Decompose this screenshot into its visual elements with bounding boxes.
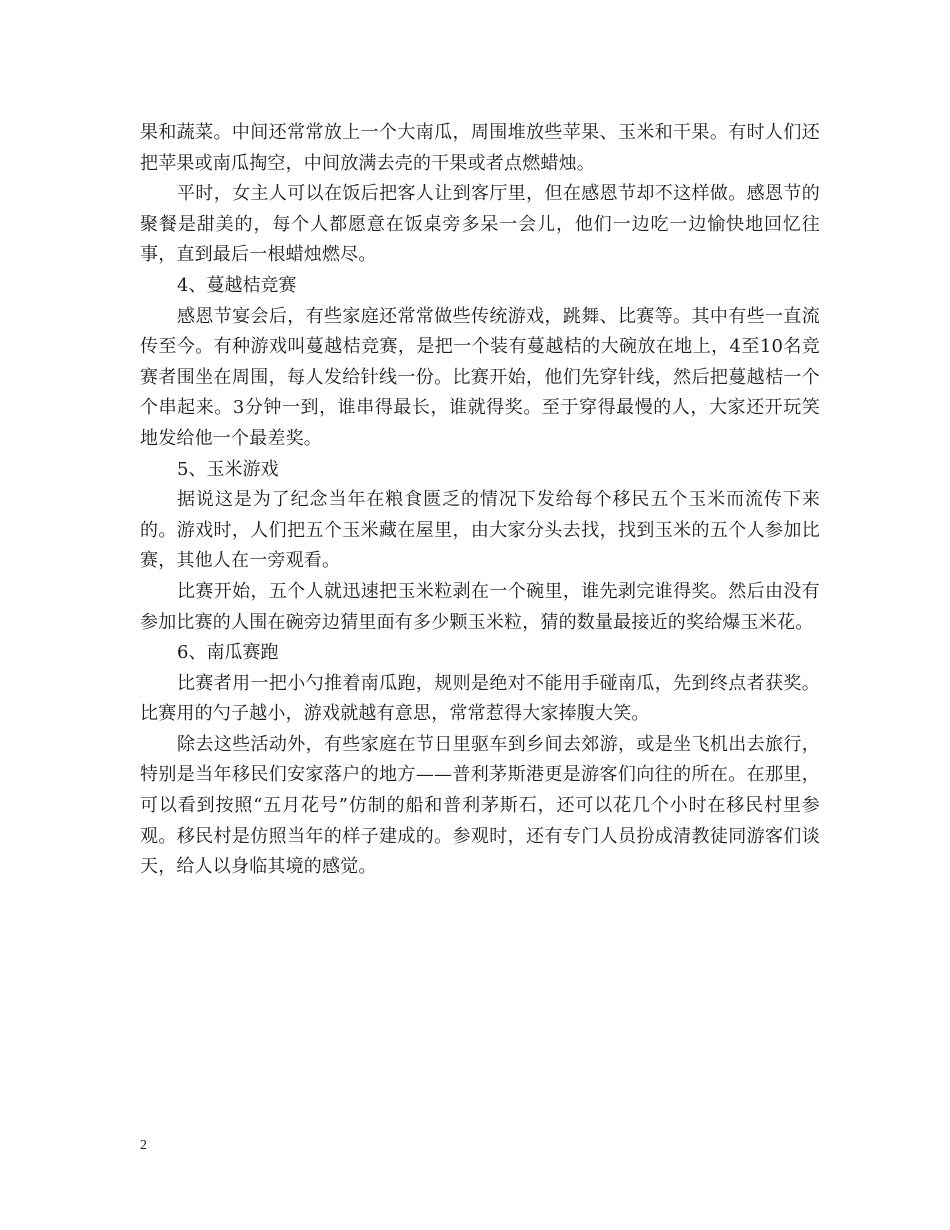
section-heading-cranberry: 4、蔓越桔竞赛 <box>177 274 297 296</box>
paragraph-cranberry-contest: 感恩节宴会后，有些家庭还常常做些传统游戏，跳舞、比赛等。其中有些一直流传至今。有种游戏叫蔓越桔竞赛，是把一个装有蔓越桔的大碗放在地上，4至10名竞赛者围坐在周围，每人发给针线一份。比赛开始，他们先穿针线，然后把蔓越桔一个个串起来。3分钟一到，谁串得最长，谁就得奖。至于穿得最慢的人，大家还开玩笑地发给他一个最差奖。 <box>140 305 820 449</box>
paragraph-continuation: 果和蔬菜。中间还常常放上一个大南瓜，周围堆放些苹果、玉米和干果。有时人们还把苹果或南瓜掏空，中间放满去壳的干果或者点燃蜡烛。 <box>140 122 820 174</box>
paragraph-hostess: 平时，女主人可以在饭后把客人让到客厅里，但在感恩节却不这样做。感恩节的聚餐是甜美的，每个人都愿意在饭桌旁多呆一会儿，他们一边吃一边愉快地回忆往事，直到最后一根蜡烛燃尽。 <box>140 183 820 266</box>
paragraph-corn-origin: 据说这是为了纪念当年在粮食匮乏的情况下发给每个移民五个玉米而流传下来的。游戏时，人们把五个玉米藏在屋里，由大家分头去找，找到玉米的五个人参加比赛，其他人在一旁观看。 <box>140 489 820 572</box>
section-heading-corn: 5、玉米游戏 <box>177 458 279 480</box>
document-body <box>140 118 820 883</box>
paragraph-corn-game: 比赛开始，五个人就迅速把玉米粒剥在一个碗里，谁先剥完谁得奖。然后由没有参加比赛的人围在碗旁边猜里面有多少颗玉米粒，猜的数量最接近的奖给爆玉米花。 <box>140 580 820 633</box>
paragraph-pumpkin-race: 比赛者用一把小勺推着南瓜跑，规则是绝对不能用手碰南瓜，先到终点者获奖。比赛用的勺子越小，游戏就越有意思，常常惹得大家捧腹大笑。 <box>140 672 820 725</box>
paragraph-travel: 除去这些活动外，有些家庭在节日里驱车到乡间去郊游，或是坐飞机出去旅行，特别是当年移民们安家落户的地方——普利茅斯港更是游客们向往的所在。在那里，可以看到按照“五月花号”仿制的船和普利茅斯石，还可以花几个小时在移民村里参观。移民村是仿照当年的样子建成的。参观时，还有专门人员扮成清教徒同游客们谈天，给人以身临其境的感觉。 <box>140 733 820 878</box>
section-heading-pumpkin: 6、南瓜赛跑 <box>177 642 279 664</box>
page-number: 2 <box>140 1138 147 1153</box>
